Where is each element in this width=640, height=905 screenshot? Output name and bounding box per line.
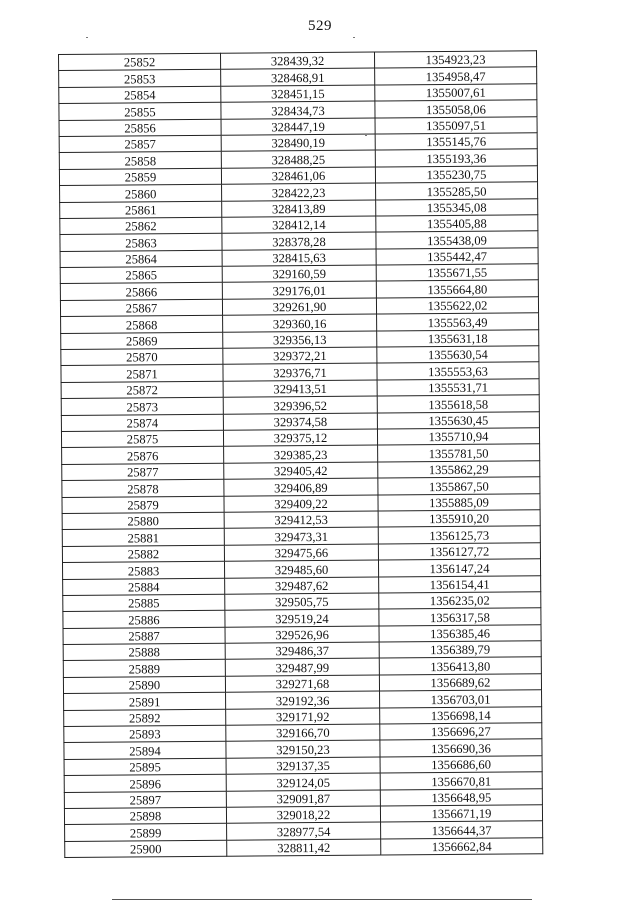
- point-number-cell: 25891: [64, 692, 226, 710]
- x-coordinate-cell: 328488,25: [221, 150, 375, 168]
- x-coordinate-cell: 329485,60: [224, 560, 378, 578]
- x-coordinate-cell: 329374,58: [223, 413, 377, 431]
- point-number-cell: 25889: [63, 660, 225, 678]
- coordinates-table: [58, 50, 543, 858]
- y-coordinate-cell: 1356703,01: [380, 690, 542, 708]
- point-number-cell: 25877: [62, 463, 224, 481]
- y-coordinate-cell: 1355781,50: [378, 444, 540, 462]
- y-coordinate-cell: 1355710,94: [377, 428, 539, 446]
- x-coordinate-cell: 328811,42: [227, 839, 381, 857]
- y-coordinate-cell: 1355867,50: [378, 477, 540, 495]
- x-coordinate-cell: 328451,15: [221, 85, 375, 103]
- y-coordinate-cell: 1355145,76: [375, 133, 537, 151]
- x-coordinate-cell: 329171,92: [226, 708, 380, 726]
- scan-speck: [365, 135, 367, 136]
- point-number-cell: 25866: [60, 283, 222, 301]
- point-number-cell: 25876: [62, 447, 224, 465]
- x-coordinate-cell: 329475,66: [224, 544, 378, 562]
- point-number-cell: 25881: [62, 529, 224, 547]
- y-coordinate-cell: 1354923,23: [374, 51, 536, 69]
- point-number-cell: 25882: [62, 545, 224, 563]
- point-number-cell: 25854: [59, 86, 221, 104]
- y-coordinate-cell: 1356670,81: [380, 772, 542, 790]
- point-number-cell: 25856: [59, 119, 221, 137]
- point-number-cell: 25878: [62, 479, 224, 497]
- x-coordinate-cell: 329360,16: [223, 314, 377, 332]
- point-number-cell: 25862: [60, 217, 222, 235]
- x-coordinate-cell: 329505,75: [225, 593, 379, 611]
- point-number-cell: 25880: [62, 512, 224, 530]
- y-coordinate-cell: 1355630,45: [377, 411, 539, 429]
- y-coordinate-cell: 1356698,14: [380, 706, 542, 724]
- point-number-cell: 25864: [60, 250, 222, 268]
- x-coordinate-cell: 329385,23: [224, 445, 378, 463]
- point-number-cell: 25863: [60, 234, 222, 252]
- y-coordinate-cell: 1355230,75: [375, 165, 537, 183]
- x-coordinate-cell: 328468,91: [221, 68, 375, 86]
- point-number-cell: 25893: [64, 725, 226, 743]
- y-coordinate-cell: 1355910,20: [378, 510, 540, 528]
- x-coordinate-cell: 328413,89: [222, 200, 376, 218]
- x-coordinate-cell: 329166,70: [226, 724, 380, 742]
- y-coordinate-cell: 1356127,72: [378, 542, 540, 560]
- y-coordinate-cell: 1355097,51: [375, 116, 537, 134]
- x-coordinate-cell: 329356,13: [223, 331, 377, 349]
- x-coordinate-cell: 329396,52: [223, 396, 377, 414]
- x-coordinate-cell: 328434,73: [221, 101, 375, 119]
- y-coordinate-cell: 1355622,02: [376, 297, 538, 315]
- point-number-cell: 25871: [61, 365, 223, 383]
- point-number-cell: 25879: [62, 496, 224, 514]
- x-coordinate-cell: 328461,06: [221, 167, 375, 185]
- x-coordinate-cell: 329519,24: [225, 609, 379, 627]
- point-number-cell: 25873: [61, 397, 223, 415]
- y-coordinate-cell: 1356686,60: [380, 756, 542, 774]
- point-number-cell: 25869: [61, 332, 223, 350]
- y-coordinate-cell: 1356689,62: [379, 674, 541, 692]
- coordinates-table-container: [58, 50, 542, 858]
- y-coordinate-cell: 1355058,06: [375, 100, 537, 118]
- x-coordinate-cell: 329409,22: [224, 495, 378, 513]
- scan-speck: [353, 37, 355, 38]
- x-coordinate-cell: 329412,53: [224, 511, 378, 529]
- table-body: [59, 51, 543, 858]
- point-number-cell: 25853: [59, 70, 221, 88]
- point-number-cell: 25865: [60, 266, 222, 284]
- x-coordinate-cell: 329160,59: [222, 265, 376, 283]
- x-coordinate-cell: 329091,87: [226, 790, 380, 808]
- y-coordinate-cell: 1355345,08: [376, 198, 538, 216]
- x-coordinate-cell: 328439,32: [220, 52, 374, 70]
- x-coordinate-cell: 329271,68: [225, 675, 379, 693]
- y-coordinate-cell: 1355630,54: [377, 346, 539, 364]
- x-coordinate-cell: 329018,22: [226, 806, 380, 824]
- table-row: [65, 837, 543, 857]
- y-coordinate-cell: 1356648,95: [380, 788, 542, 806]
- y-coordinate-cell: 1356317,58: [379, 608, 541, 626]
- x-coordinate-cell: 329406,89: [224, 478, 378, 496]
- y-coordinate-cell: 1355285,50: [376, 182, 538, 200]
- y-coordinate-cell: 1356147,24: [378, 559, 540, 577]
- y-coordinate-cell: 1356154,41: [379, 575, 541, 593]
- y-coordinate-cell: 1355193,36: [375, 149, 537, 167]
- x-coordinate-cell: 328447,19: [221, 118, 375, 136]
- x-coordinate-cell: 329375,12: [223, 429, 377, 447]
- y-coordinate-cell: 1356696,27: [380, 723, 542, 741]
- y-coordinate-cell: 1355631,18: [377, 329, 539, 347]
- x-coordinate-cell: 329413,51: [223, 380, 377, 398]
- point-number-cell: 25872: [61, 381, 223, 399]
- x-coordinate-cell: 329124,05: [226, 773, 380, 791]
- point-number-cell: 25899: [65, 824, 227, 842]
- x-coordinate-cell: 329376,71: [223, 363, 377, 381]
- x-coordinate-cell: 329150,23: [226, 740, 380, 758]
- point-number-cell: 25887: [63, 627, 225, 645]
- y-coordinate-cell: 1355531,71: [377, 379, 539, 397]
- y-coordinate-cell: 1356413,80: [379, 657, 541, 675]
- y-coordinate-cell: 1356235,02: [379, 592, 541, 610]
- y-coordinate-cell: 1355885,09: [378, 493, 540, 511]
- y-coordinate-cell: 1356690,36: [380, 739, 542, 757]
- point-number-cell: 25852: [59, 53, 221, 71]
- point-number-cell: 25870: [61, 348, 223, 366]
- x-coordinate-cell: 329487,99: [225, 658, 379, 676]
- x-coordinate-cell: 329405,42: [224, 462, 378, 480]
- x-coordinate-cell: 329192,36: [226, 691, 380, 709]
- x-coordinate-cell: 328415,63: [222, 249, 376, 267]
- point-number-cell: 25886: [63, 610, 225, 628]
- y-coordinate-cell: 1355007,61: [375, 84, 537, 102]
- x-coordinate-cell: 329487,62: [225, 576, 379, 594]
- x-coordinate-cell: 329137,35: [226, 757, 380, 775]
- y-coordinate-cell: 1355438,09: [376, 231, 538, 249]
- x-coordinate-cell: 329261,90: [222, 298, 376, 316]
- point-number-cell: 25900: [65, 840, 227, 858]
- x-coordinate-cell: 329176,01: [222, 281, 376, 299]
- point-number-cell: 25897: [64, 791, 226, 809]
- point-number-cell: 25898: [64, 807, 226, 825]
- x-coordinate-cell: 328490,19: [221, 134, 375, 152]
- scan-speck: [86, 37, 88, 38]
- y-coordinate-cell: 1356671,19: [380, 805, 542, 823]
- y-coordinate-cell: 1354958,47: [375, 67, 537, 85]
- point-number-cell: 25860: [60, 184, 222, 202]
- point-number-cell: 25858: [59, 152, 221, 170]
- y-coordinate-cell: 1355553,63: [377, 362, 539, 380]
- y-coordinate-cell: 1356389,79: [379, 641, 541, 659]
- point-number-cell: 25861: [60, 201, 222, 219]
- y-coordinate-cell: 1355442,47: [376, 247, 538, 265]
- point-number-cell: 25867: [60, 299, 222, 317]
- point-number-cell: 25888: [63, 643, 225, 661]
- point-number-cell: 25892: [64, 709, 226, 727]
- point-number-cell: 25885: [63, 594, 225, 612]
- point-number-cell: 25868: [61, 315, 223, 333]
- point-number-cell: 25875: [61, 430, 223, 448]
- x-coordinate-cell: 328412,14: [222, 216, 376, 234]
- x-coordinate-cell: 329526,96: [225, 626, 379, 644]
- y-coordinate-cell: 1356385,46: [379, 624, 541, 642]
- point-number-cell: 25894: [64, 742, 226, 760]
- point-number-cell: 25883: [62, 561, 224, 579]
- y-coordinate-cell: 1355671,55: [376, 264, 538, 282]
- y-coordinate-cell: 1356644,37: [381, 821, 543, 839]
- point-number-cell: 25890: [63, 676, 225, 694]
- y-coordinate-cell: 1355618,58: [377, 395, 539, 413]
- x-coordinate-cell: 329372,21: [223, 347, 377, 365]
- point-number-cell: 25855: [59, 102, 221, 120]
- point-number-cell: 25895: [64, 758, 226, 776]
- x-coordinate-cell: 328422,23: [222, 183, 376, 201]
- y-coordinate-cell: 1355862,29: [378, 460, 540, 478]
- point-number-cell: 25857: [59, 135, 221, 153]
- x-coordinate-cell: 329486,37: [225, 642, 379, 660]
- y-coordinate-cell: 1355563,49: [377, 313, 539, 331]
- x-coordinate-cell: 328378,28: [222, 232, 376, 250]
- y-coordinate-cell: 1355664,80: [376, 280, 538, 298]
- y-coordinate-cell: 1356125,73: [378, 526, 540, 544]
- y-coordinate-cell: 1355405,88: [376, 215, 538, 233]
- x-coordinate-cell: 328977,54: [227, 822, 381, 840]
- point-number-cell: 25859: [59, 168, 221, 186]
- point-number-cell: 25896: [64, 774, 226, 792]
- y-coordinate-cell: 1356662,84: [381, 837, 543, 855]
- point-number-cell: 25884: [63, 578, 225, 596]
- scan-edge-line: [112, 899, 532, 900]
- x-coordinate-cell: 329473,31: [224, 527, 378, 545]
- page-number: 529: [308, 18, 332, 34]
- point-number-cell: 25874: [61, 414, 223, 432]
